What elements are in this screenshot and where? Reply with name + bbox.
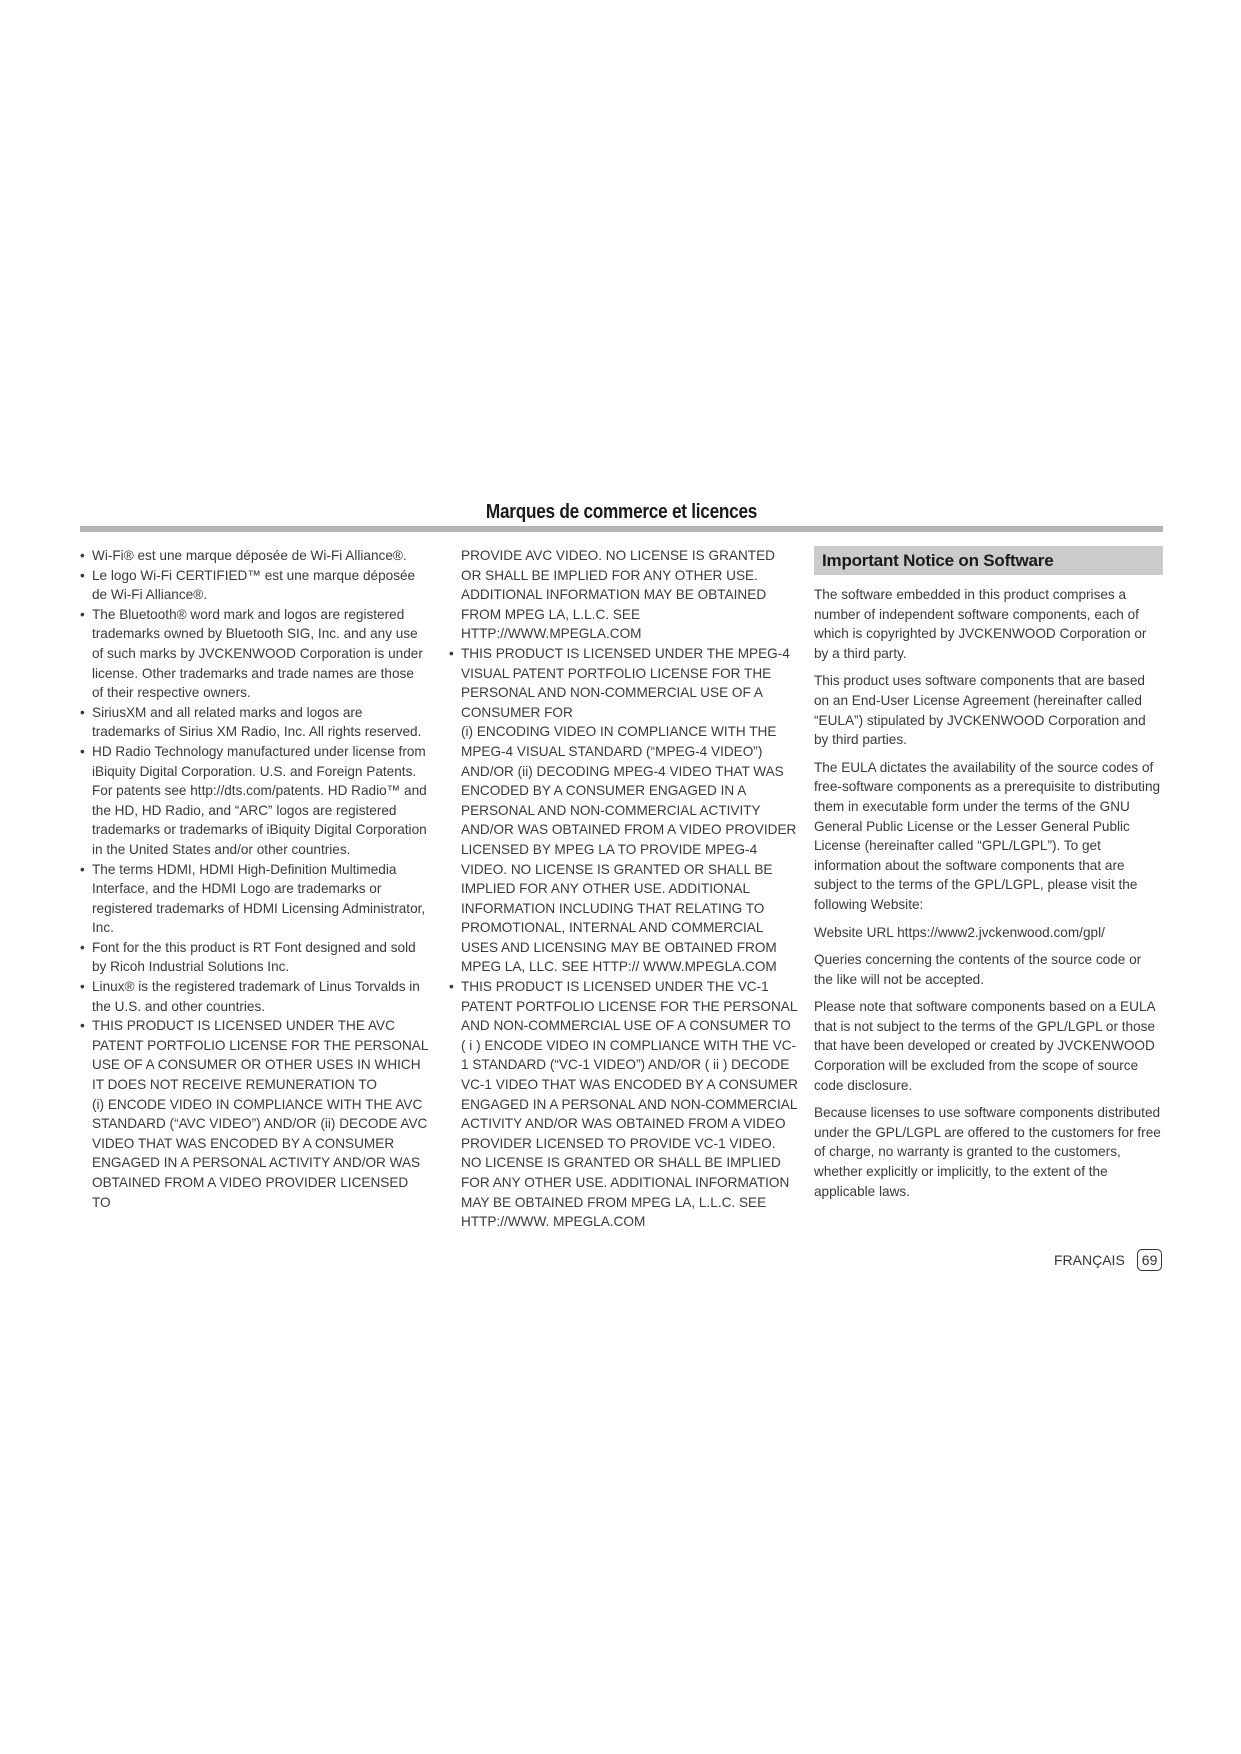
paragraph: The EULA dictates the availability of the source codes of free-software components as a prerequisite to distributing them in executable form under the terms of the GNU General Public License or the Lesser General Public License (hereinafter called “GPL/LGPL”). To get information about the software components that are subject to the terms of the GPL/LGPL, please visit the following Website: — [814, 759, 1161, 912]
list-item: • THIS PRODUCT IS LICENSED UNDER THE VC-1 PATENT PORTFOLIO LICENSE FOR THE PERSONAL AND NON-COMMERCIAL USE OF A CONSUMER TO ( i ) ENCODE VIDEO IN COMPLIANCE WITH THE VC-1 STANDARD (“VC-1 VIDEO”) AND/OR ( ii ) DECODE VC-1 VIDEO THAT WAS ENCODED BY A CONSUMER ENGAGED IN A PERSONAL AND NON-COMMERCIAL ACTIVITY AND/OR WAS OBTAINED FROM A VIDEO PROVIDER LICENSED TO PROVIDE VC-1 VIDEO. NO LICENSE IS GRANTED OR SHALL BE IMPLIED FOR ANY OTHER USE. ADDITIONAL INFORMATION MAY BE OBTAINED FROM MPEG LA, L.L.C. SEE HTTP://WWW. MPEGLA.COM — [449, 977, 799, 1232]
avc-license-tail: PROVIDE AVC VIDEO. NO LICENSE IS GRANTED OR SHALL BE IMPLIED FOR ANY OTHER USE. ADDITIONAL INFORMATION MAY BE OBTAINED FROM MPEG LA, L.L.C. SEE HTTP://WWW.MPEGLA.COM — [461, 548, 775, 642]
column-middle — [449, 546, 799, 1232]
license-list — [449, 644, 799, 722]
column-left — [80, 546, 428, 1212]
list-item: • Wi-Fi® est une marque déposée de Wi-Fi Alliance®. — [80, 546, 428, 566]
website-url: Website URL https://www2.jvckenwood.com/gpl/ — [814, 924, 1105, 940]
paragraph: The software embedded in this product comprises a number of independent software components, each of which is copyrighted by JVCKENWOOD Corporation or by a third party. — [814, 587, 1147, 661]
license-list — [449, 977, 799, 1232]
list-item: • Font for the this product is RT Font designed and sold by Ricoh Industrial Solutions Inc. — [80, 938, 428, 977]
section-heading: Important Notice on Software — [814, 546, 1163, 575]
page-title: Marques de commerce et licences — [485, 501, 758, 523]
list-item: • THIS PRODUCT IS LICENSED UNDER THE MPEG-4 VISUAL PATENT PORTFOLIO LICENSE FOR THE PERSONAL AND NON-COMMERCIAL USE OF A CONSUMER FOR — [449, 644, 799, 722]
paragraph: Because licenses to use software components distributed under the GPL/LGPL are offered to the customers for free of charge, no warranty is granted to the customers, whether explicitly or implicitly, to the extent of the applicable laws. — [814, 1105, 1161, 1199]
list-item: • HD Radio Technology manufactured under license from iBiquity Digital Corporation. U.S. and Foreign Patents. For patents see http://dts.com/patents. HD Radio™ and the HD, HD Radio, and “ARC” logos are registered trademarks or trademarks of iBiquity Digital Corporation in the United States and/or other countries. — [80, 742, 428, 860]
list-item: • Le logo Wi-Fi CERTIFIED™ est une marque déposée de Wi-Fi Alliance®. — [80, 566, 428, 605]
list-item: • THIS PRODUCT IS LICENSED UNDER THE AVC PATENT PORTFOLIO LICENSE FOR THE PERSONAL USE OF A CONSUMER OR OTHER USES IN WHICH IT DOES NOT RECEIVE REMUNERATION TO — [80, 1016, 428, 1094]
page-number: 69 — [1137, 1249, 1163, 1271]
trademark-list — [80, 546, 428, 1095]
paragraph: Please note that software components based on a EULA that is not subject to the terms of the GPL/LGPL or those that have been developed or created by JVCKENWOOD Corporation will be excluded from the scope of source code disclosure. — [814, 999, 1156, 1093]
page-footer — [1054, 1249, 1162, 1271]
list-item: • SiriusXM and all related marks and logos are trademarks of Sirius XM Radio, Inc. All rights reserved. — [80, 703, 428, 742]
language-label: FRANÇAIS — [1054, 1252, 1125, 1268]
column-right — [814, 546, 1163, 1209]
paragraph: This product uses software components that are based on an End-User License Agreement (hereinafter called “EULA”) stipulated by JVCKENWOOD Corporation and by third parties. — [814, 673, 1146, 748]
title-divider — [80, 526, 1163, 532]
paragraph: Queries concerning the contents of the source code or the like will not be accepted. — [814, 952, 1142, 987]
list-item: • The Bluetooth® word mark and logos are registered trademarks owned by Bluetooth SIG, Inc. and any use of such marks by JVCKENWOOD Corporation is under license. Other trademarks and trade names are those of their respective owners. — [80, 605, 428, 703]
avc-license-text: (i) ENCODE VIDEO IN COMPLIANCE WITH THE AVC STANDARD (“AVC VIDEO”) AND/OR (ii) DECODE AVC VIDEO THAT WAS ENCODED BY A CONSUMER ENGAGED IN A PERSONAL ACTIVITY AND/OR WAS OBTAINED FROM A VIDEO PROVIDER LICENSED TO — [92, 1096, 428, 1210]
list-item: • Linux® is the registered trademark of Linus Torvalds in the U.S. and other countries. — [80, 977, 428, 1016]
list-item: • The terms HDMI, HDMI High-Definition Multimedia Interface, and the HDMI Logo are trademarks or registered trademarks of HDMI Licensing Administrator, Inc. — [80, 860, 428, 938]
mpeg4-license-text: (i) ENCODING VIDEO IN COMPLIANCE WITH THE MPEG-4 VISUAL STANDARD (“MPEG-4 VIDEO”) AND/OR (ii) DECODING MPEG-4 VIDEO THAT WAS ENCODED BY A CONSUMER ENGAGED IN A PERSONAL AND NON-COMMERCIAL ACTIVITY AND/OR WAS OBTAINED FROM A VIDEO PROVIDER LICENSED BY MPEG LA TO PROVIDE MPEG-4 VIDEO. NO LICENSE IS GRANTED OR SHALL BE IMPLIED FOR ANY OTHER USE. ADDITIONAL INFORMATION INCLUDING THAT RELATING TO PROMOTIONAL, INTERNAL AND COMMERCIAL USES AND LICENSING MAY BE OBTAINED FROM MPEG LA, LLC. SEE HTTP:// WWW.MPEGLA.COM — [461, 724, 797, 975]
